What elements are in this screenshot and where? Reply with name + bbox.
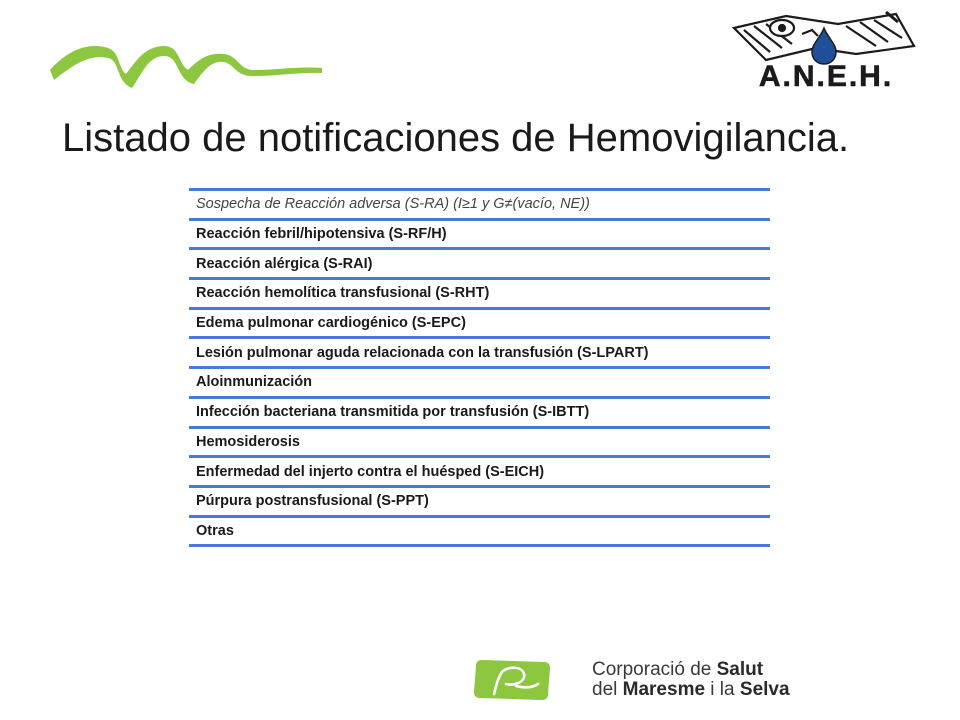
table-header-row: Sospecha de Reacción adversa (S-RA) (I≥1 y G≠(vacío, NE)) <box>189 191 770 221</box>
table-row: Aloinmunización <box>189 369 770 399</box>
corporacio-logo-icon <box>472 658 552 702</box>
table-row: Reacción febril/hipotensiva (S-RF/H) <box>189 221 770 251</box>
table-row: Púrpura postransfusional (S-PPT) <box>189 488 770 518</box>
notification-list-table <box>189 188 770 547</box>
slide-title: Listado de notificaciones de Hemovigilancia. <box>62 116 850 160</box>
table-row: Enfermedad del injerto contra el huésped (S-EICH) <box>189 458 770 488</box>
footer-line-1: Corporació de Salut <box>592 659 764 680</box>
table-row: Lesión pulmonar aguda relacionada con la transfusión (S-LPART) <box>189 339 770 369</box>
table-row: Hemosiderosis <box>189 429 770 459</box>
footer-line-2: del Maresme i la Selva <box>592 679 790 700</box>
aneh-logo-text: A.N.E.H. <box>758 60 894 93</box>
green-wave-logo <box>48 40 324 92</box>
table-row: Edema pulmonar cardiogénico (S-EPC) <box>189 310 770 340</box>
table-row: Reacción hemolítica transfusional (S-RHT) <box>189 280 770 310</box>
table-row: Infección bacteriana transmitida por transfusión (S-IBTT) <box>189 399 770 429</box>
table-row: Otras <box>189 518 770 548</box>
table-row: Reacción alérgica (S-RAI) <box>189 250 770 280</box>
corporacio-logo-text <box>592 660 790 700</box>
